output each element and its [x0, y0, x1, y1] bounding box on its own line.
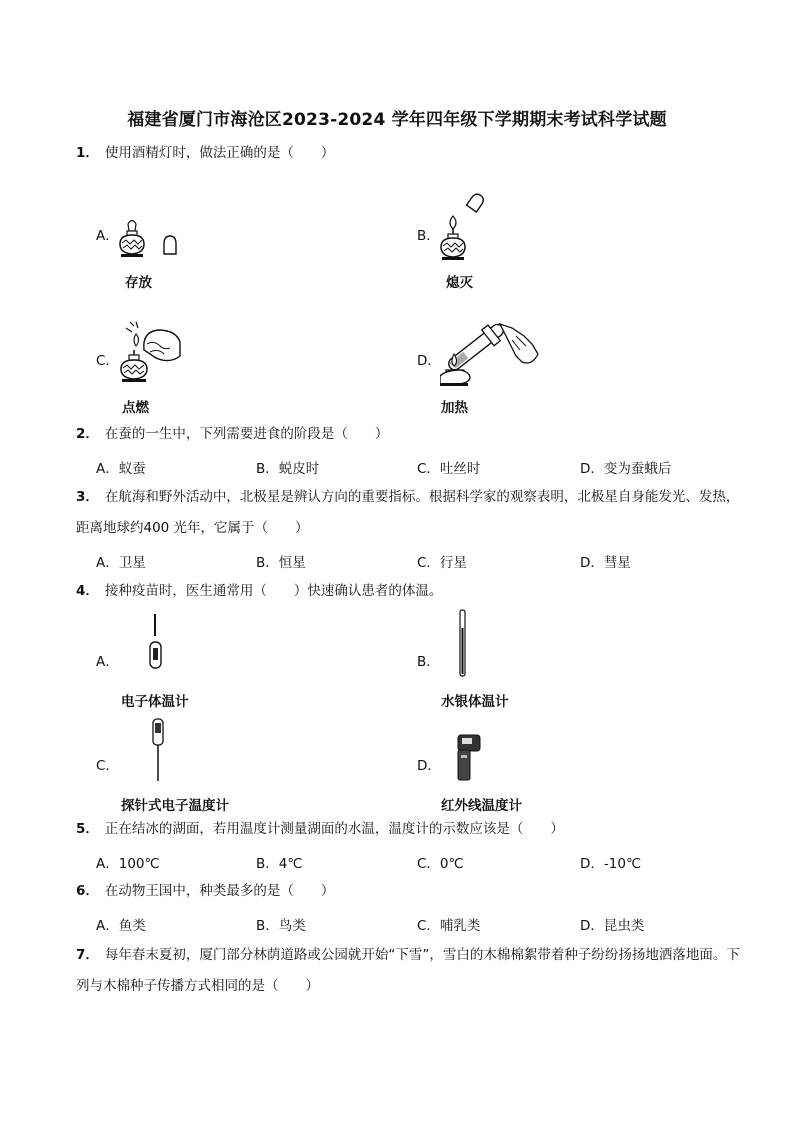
option-a-letter: A． [96, 654, 119, 670]
option-c-letter: C． [96, 758, 119, 774]
question-text: 每年春末夏初，厦门部分林荫道路或公园就开始“下雪”，雪白的木棉棉絮带着种子纷纷扬扬地洒落地面。下列与木棉种子传播方式相同的是（ ） [76, 947, 740, 994]
infrared-thermometer-icon [452, 733, 484, 783]
alcohol-lamp-storage-icon [116, 214, 178, 262]
option-b-caption: 水银体温计 [441, 694, 509, 710]
option-a: A．100℃ [96, 856, 160, 872]
question-number: 1． [76, 145, 99, 161]
question-5 [76, 814, 564, 844]
alcohol-lamp-lighting-icon [114, 320, 190, 386]
option-d-letter: D． [417, 758, 441, 774]
alcohol-lamp-heating-icon [440, 304, 546, 386]
question-number: 7． [76, 947, 99, 963]
option-d: D．-10℃ [580, 856, 642, 872]
option-d-letter: D． [417, 353, 441, 369]
option-b: B．恒星 [256, 555, 306, 571]
option-d-caption: 红外线温度计 [441, 798, 522, 814]
option-d: D．变为蚕蛾后 [580, 461, 672, 477]
option-b-letter: B． [417, 228, 440, 244]
option-a-caption: 电子体温计 [121, 694, 189, 710]
question-number: 4． [76, 583, 99, 599]
question-number: 5． [76, 821, 99, 837]
option-d: D．彗星 [580, 555, 631, 571]
question-number: 6． [76, 883, 99, 899]
option-b-caption: 熄灭 [446, 275, 473, 291]
option-c: C．行星 [417, 555, 467, 571]
option-a: A．卫星 [96, 555, 146, 571]
option-b: B．4℃ [256, 856, 303, 872]
option-a: A．鱼类 [96, 918, 146, 934]
option-c-letter: C． [96, 353, 119, 369]
question-1 [76, 138, 334, 168]
mercury-thermometer-icon [455, 608, 471, 678]
option-b: B．鸟类 [256, 918, 306, 934]
probe-thermometer-icon [148, 717, 168, 783]
digital-thermometer-icon [145, 612, 165, 672]
question-text: 在动物王国中，种类最多的是（ ） [104, 883, 335, 899]
option-d-caption: 加热 [441, 400, 468, 416]
question-text: 在蚕的一生中，下列需要进食的阶段是（ ） [104, 426, 389, 442]
option-b: B．蜕皮时 [256, 461, 320, 477]
question-number: 2． [76, 426, 99, 442]
question-6 [76, 876, 334, 906]
question-text: 使用酒精灯时，做法正确的是（ ） [104, 145, 335, 161]
question-2 [76, 419, 388, 449]
option-c: C．哺乳类 [417, 918, 481, 934]
option-c-caption: 探针式电子温度计 [121, 798, 229, 814]
question-text: 在航海和野外活动中，北极星是辨认方向的重要指标。根据科学家的观察表明，北极星自身能发光、发热，距离地球约400 光年，它属于（ ） [76, 489, 740, 536]
option-b-letter: B． [417, 654, 440, 670]
question-text: 接种疫苗时，医生通常用（ ）快速确认患者的体温。 [104, 583, 443, 599]
question-3 [76, 482, 746, 544]
question-7 [76, 940, 746, 1002]
question-4 [76, 576, 442, 606]
option-a-caption: 存放 [125, 275, 152, 291]
option-d: D．昆虫类 [580, 918, 645, 934]
question-number: 3． [76, 489, 99, 505]
alcohol-lamp-extinguish-icon [436, 190, 496, 264]
option-a: A．蚁蚕 [96, 461, 146, 477]
page-title: 福建省厦门市海沧区2023-2024 学年四年级下学期期末考试科学试题 [127, 110, 667, 130]
option-a-letter: A． [96, 228, 119, 244]
option-c-caption: 点燃 [122, 400, 149, 416]
option-c: C．0℃ [417, 856, 464, 872]
option-c: C．吐丝时 [417, 461, 481, 477]
question-text: 正在结冰的湖面，若用温度计测量湖面的水温，温度计的示数应该是（ ） [104, 821, 564, 837]
